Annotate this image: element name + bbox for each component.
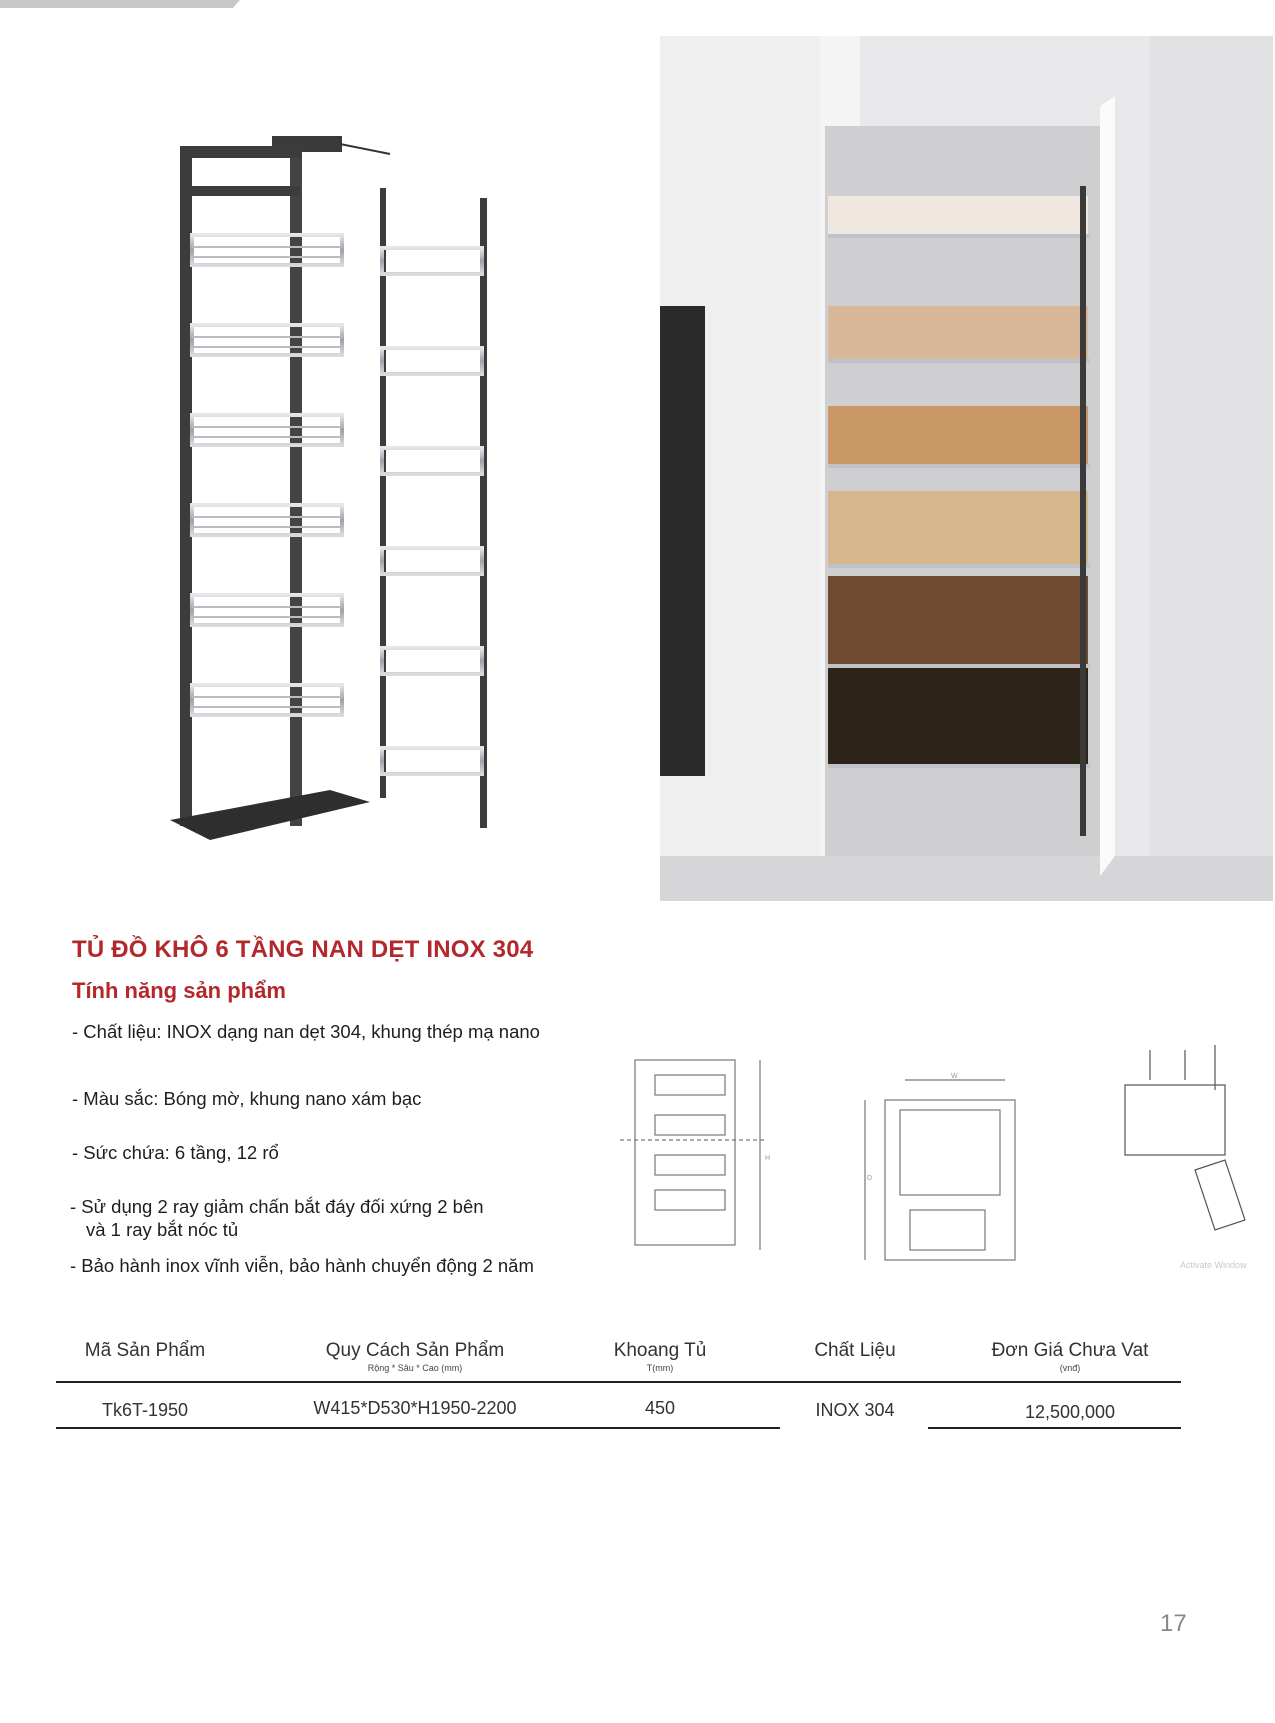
side-elevation-drawing (615, 1040, 775, 1270)
col-header-material: Chất Liệu (814, 1340, 896, 1361)
page-corner-tab (0, 0, 240, 8)
feature-capacity: - Sức chứa: 6 tầng, 12 rổ (72, 1142, 279, 1163)
table-row-rule-right (928, 1427, 1181, 1429)
col-header-spec: Quy Cách Sản Phẩm (325, 1340, 505, 1361)
feature-color: - Màu sắc: Bóng mờ, khung nano xám bạc (72, 1088, 422, 1109)
cabinet-photo (660, 36, 1273, 901)
product-illustration (150, 130, 520, 850)
height-label: H (765, 1155, 771, 1162)
cell-cabinet: 450 (644, 1398, 676, 1418)
activate-watermark: Activate Window (1180, 1260, 1247, 1270)
pullout-perspective-drawing (1115, 1040, 1265, 1260)
product-title: TỦ ĐỒ KHÔ 6 TẦNG NAN DẸT INOX 304 (72, 936, 534, 963)
feature-rails-cont: và 1 ray bắt nóc tủ (86, 1219, 239, 1240)
cell-spec: W415*D530*H1950-2200 (313, 1398, 517, 1418)
col-header-price: Đơn Giá Chưa Vat (991, 1340, 1149, 1361)
col-sub-spec: Rộng * Sâu * Cao (mm) (367, 1363, 463, 1373)
table-header-rule (56, 1381, 1181, 1383)
table-row-rule-left (56, 1427, 780, 1429)
col-header-code: Mã Sản Phẩm (84, 1340, 206, 1361)
features-heading: Tính năng sản phẩm (72, 978, 286, 1003)
feature-material: - Chất liệu: INOX dạng nan dẹt 304, khung thép mạ nano (72, 1021, 540, 1042)
col-header-cabinet: Khoang Tủ (613, 1340, 707, 1361)
cell-material: INOX 304 (815, 1400, 895, 1420)
cell-code: Tk6T-1950 (101, 1400, 189, 1420)
width-label: W (951, 1073, 958, 1080)
feature-rails: - Sử dụng 2 ray giảm chấn bắt đáy đối xứng 2 bên (70, 1196, 484, 1217)
cell-price: 12,500,000 (1024, 1402, 1116, 1422)
col-sub-price: (vnđ) (1059, 1363, 1081, 1373)
col-sub-cabinet: T(mm) (646, 1363, 674, 1373)
depth-label: D (867, 1175, 873, 1182)
top-view-drawing (855, 1070, 1025, 1270)
page-number: 17 (1160, 1610, 1187, 1637)
feature-warranty: - Bảo hành inox vĩnh viễn, bảo hành chuyển động 2 năm (70, 1255, 534, 1276)
